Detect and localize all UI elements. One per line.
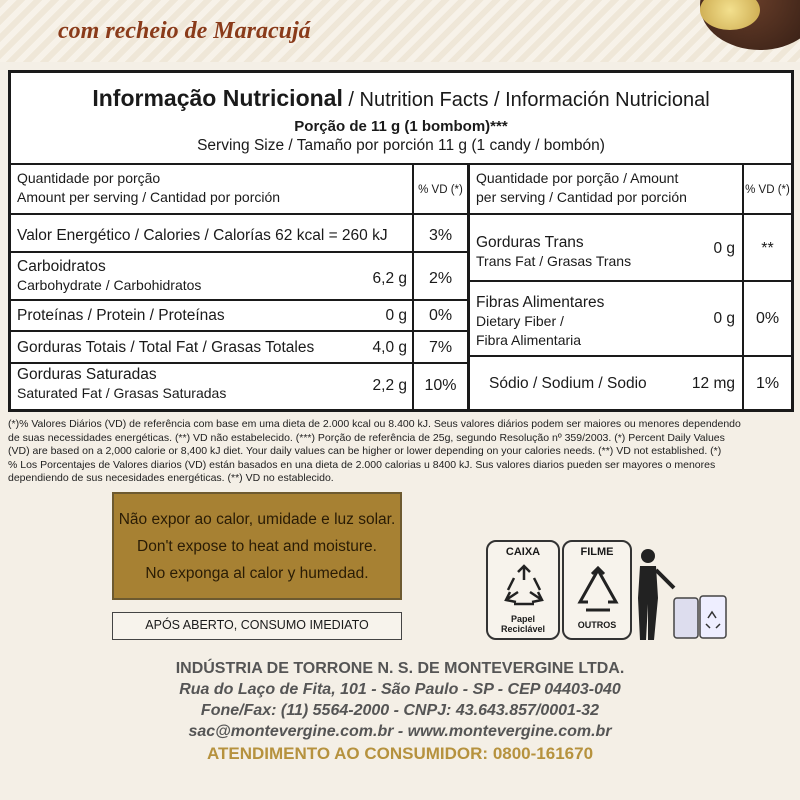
company-info	[0, 658, 800, 766]
protein-label: Proteínas / Protein / Proteínas	[17, 307, 225, 324]
trans-fat-vd: **	[761, 240, 774, 257]
divider	[11, 362, 468, 364]
company-web: sac@montevergine.com.br - www.montevergine.com.br	[188, 723, 612, 740]
customer-service: ATENDIMENTO AO CONSUMIDOR: 0800-161670	[206, 744, 594, 763]
divider	[11, 163, 791, 165]
top-banner	[0, 0, 800, 62]
energy-label: Valor Energético / Calories / Calorías 62 kcal = 260 kJ	[17, 227, 388, 244]
recycle-triangle-icon	[572, 566, 624, 614]
warning-pt: Não expor ao calor, umidade e luz solar.	[118, 511, 396, 528]
fiber-label: Fibras Alimentares	[476, 294, 605, 311]
divider	[11, 251, 468, 253]
trans-fat-label: Gorduras Trans	[476, 234, 584, 251]
company-address: Rua do Laço de Fita, 101 - São Paulo - SP - CEP 04403-040	[179, 681, 621, 698]
header-left-line1: Quantidade por porção	[17, 170, 161, 186]
fiber-label-3: Fibra Alimentaria	[476, 332, 582, 348]
sodium-label: Sódio / Sodium / Sodio	[489, 375, 647, 392]
sat-fat-label: Gorduras Saturadas	[17, 366, 157, 383]
footnote-line: (*)% Valores Diários (VD) de referência com base em uma dieta de 2.000 kcal ou 8.400 kJ. Seus valores diários podem ser maiores ou menores dependendo	[8, 418, 741, 430]
after-opening-notice: APÓS ABERTO, CONSUMO IMEDIATO	[112, 612, 402, 640]
company-name: INDÚSTRIA DE TORRONE N. S. DE MONTEVERGINE LTDA.	[175, 660, 625, 677]
nutrition-title: Informação Nutricional / Nutrition Facts / Información Nutricional	[92, 85, 710, 111]
product-subtitle: com recheio de Maracujá	[58, 18, 311, 44]
total-fat-vd: 7%	[428, 339, 453, 356]
divider	[468, 280, 791, 282]
fiber-vd: 0%	[755, 310, 780, 327]
header-left-line2: Amount per serving / Cantidad por porción	[17, 189, 281, 205]
portion-size: Porção de 11 g (1 bombom)***	[294, 118, 508, 135]
header-right-line1: Quantidade por porção / Amount	[476, 170, 679, 186]
box-recycle-label: CAIXA	[505, 546, 541, 558]
company-phone: Fone/Fax: (11) 5564-2000 - CNPJ: 43.643.857/0001-32	[200, 702, 600, 719]
warning-en: Don't expose to heat and moisture.	[137, 538, 377, 555]
storage-warning	[112, 492, 402, 600]
film-recycle-sub: OUTROS	[577, 620, 617, 630]
header-vd-left: % VD (*)	[418, 184, 463, 196]
divider	[11, 213, 791, 215]
recycle-icon	[500, 562, 548, 610]
carbs-qty: 6,2 g	[372, 270, 407, 287]
protein-qty: 0 g	[385, 307, 407, 324]
divider	[11, 330, 468, 332]
header-right-line2: per serving / Cantidad por porción	[476, 189, 687, 205]
sodium-vd: 1%	[755, 375, 780, 392]
film-recycle-symbol	[562, 540, 632, 640]
carbs-label-2: Carbohydrate / Carbohidratos	[17, 277, 202, 293]
trans-fat-qty: 0 g	[713, 240, 735, 257]
trash-bin-icon	[634, 548, 734, 642]
divider	[742, 163, 744, 409]
protein-vd: 0%	[428, 307, 453, 324]
footnote-line: de suas necessidades energéticas. (**) VD não estabelecido. (***) Porção de referência de 25g, segundo Resolução nº 359/2003. (*) Percent Daily Values	[8, 431, 725, 444]
box-recycle-symbol	[486, 540, 560, 640]
sodium-qty: 12 mg	[691, 375, 735, 392]
fiber-label-2: Dietary Fiber /	[476, 313, 564, 329]
film-recycle-label: FILME	[580, 546, 614, 558]
footnotes	[8, 418, 798, 486]
divider	[467, 163, 470, 409]
divider	[468, 355, 791, 357]
nutrition-facts-panel	[8, 70, 794, 412]
footnote-line: (VD) are based on a 2,000 calorie or 8,400 kJ diet. Your daily values can be higher or lower depending on your calories needs. (**) VD not established. (*)	[8, 445, 722, 457]
total-fat-qty: 4,0 g	[372, 339, 407, 356]
total-fat-label: Gorduras Totais / Total Fat / Grasas Totales	[17, 339, 315, 356]
serving-size: Serving Size / Tamaño por porción 11 g (1 candy / bombón)	[197, 137, 605, 154]
sat-fat-label-2: Saturated Fat / Grasas Saturadas	[17, 385, 227, 401]
sat-fat-qty: 2,2 g	[372, 377, 407, 394]
sat-fat-vd: 10%	[424, 377, 457, 394]
warning-es: No exponga al calor y humedad.	[145, 565, 369, 582]
carbs-label: Carboidratos	[17, 258, 106, 275]
footnote-line: % Los Porcentajes de Valores diarios (VD) están basados en una dieta de 2.000 calorias u 8400 kJ. Sus valores diarios pueden ser mayores o menores	[8, 458, 716, 471]
fiber-qty: 0 g	[713, 310, 735, 327]
trans-fat-label-2: Trans Fat / Grasas Trans	[476, 253, 632, 269]
header-vd-right: % VD (*)	[745, 184, 790, 196]
box-recycle-sub: Papel Reciclável	[500, 614, 546, 634]
footnote-line: dependiendo de sus necesidades energéticas. (**) VD no establecido.	[8, 472, 334, 484]
divider	[11, 299, 468, 301]
energy-vd: 3%	[428, 227, 453, 244]
carbs-vd: 2%	[428, 270, 453, 287]
